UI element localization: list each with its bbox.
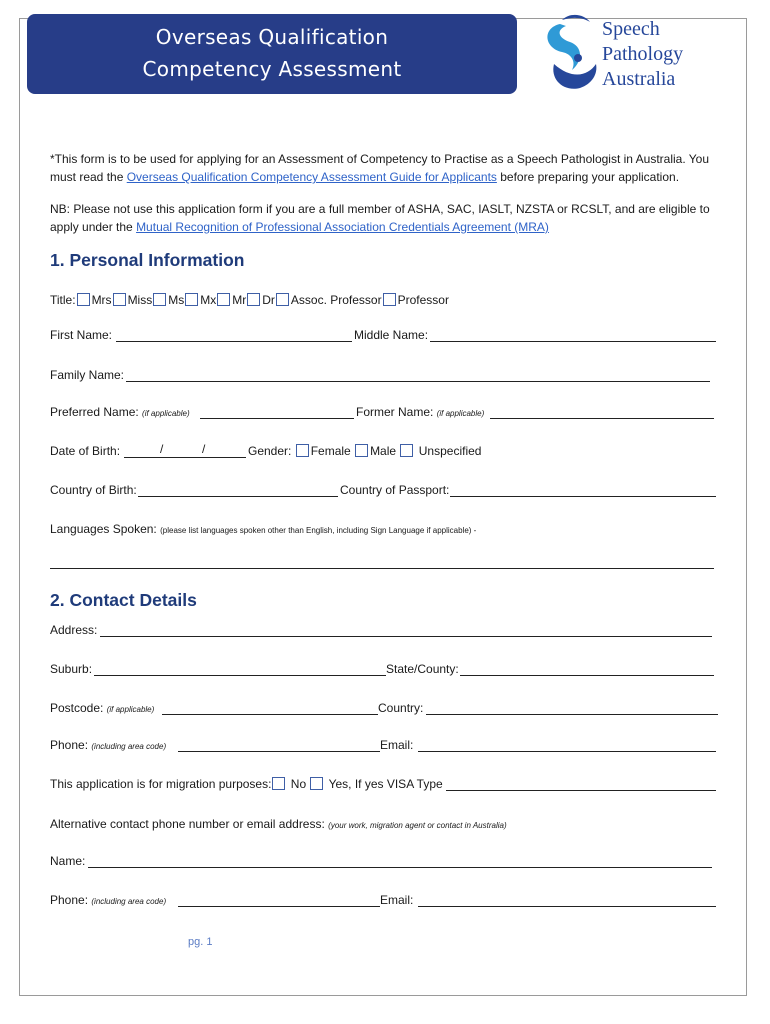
country-label: Country: [378,701,424,715]
logo-line-3: Australia [602,68,676,90]
title-option-label: Miss [127,293,153,307]
first-name-label: First Name: [50,328,113,342]
first-name-field[interactable] [116,341,352,342]
migration-yes-label: Yes, If yes VISA Type [328,777,443,791]
intro-paragraph-2 [50,200,710,236]
address-field[interactable] [100,636,712,637]
languages-label [50,521,476,539]
migration-row [50,776,443,792]
title-option-label: Mrs [91,293,112,307]
title-option-label: Mx [200,293,217,307]
intro-paragraph-1 [50,150,710,186]
logo-text [602,17,683,92]
section-heading-personal: 1. Personal Information [50,250,245,270]
title-option-label: Dr [262,293,275,307]
middle-name-field[interactable] [430,341,716,342]
title-mr-checkbox[interactable] [217,293,230,306]
migration-yes-checkbox[interactable] [310,777,323,790]
gender-label: Gender: [248,444,292,458]
title-mx-checkbox[interactable] [185,293,198,306]
alt-phone-field[interactable] [178,906,380,907]
former-name-text: Former Name: [356,405,434,419]
if-applicable-note: (if applicable) [436,409,485,418]
logo-line-2: Pathology [602,43,684,65]
title-option-label: Ms [168,293,185,307]
postcode-label [50,700,154,718]
title-option-label: Mr [232,293,247,307]
gender-female-checkbox[interactable] [296,444,309,457]
languages-field[interactable] [50,568,714,569]
title-professor-checkbox[interactable] [383,293,396,306]
preferred-name-text: Preferred Name: [50,405,139,419]
phone-text: Phone: [50,738,89,752]
dob-slash: / [202,442,206,456]
suburb-label: Suburb: [50,662,93,676]
section-heading-contact: 2. Contact Details [50,590,197,610]
phone-label [50,737,166,755]
if-applicable-note: (if applicable) [142,409,190,418]
email-field[interactable] [418,751,716,752]
title-miss-checkbox[interactable] [113,293,126,306]
alt-contact-text: Alternative contact phone number or email address: [50,817,325,831]
visa-type-field[interactable] [446,790,716,791]
alt-name-label: Name: [50,854,86,868]
gender-unspecified-checkbox[interactable] [400,444,413,457]
alt-phone-label [50,892,166,910]
intro-text-1a: *This form is to be used for applying for an Assessment of Competency to Practise as a Speech Pathologist in Australia. You must read the [50,152,710,184]
suburb-field[interactable] [94,675,386,676]
alt-email-field[interactable] [418,906,716,907]
former-name-field[interactable] [490,418,714,419]
country-passport-field[interactable] [450,496,716,497]
country-birth-label: Country of Birth: [50,483,137,497]
mra-link[interactable]: Mutual Recognition of Professional Association Credentials Agreement (MRA) [136,220,549,234]
migration-no-checkbox[interactable] [272,777,285,790]
state-field[interactable] [460,675,714,676]
logo-line-1: Speech [602,18,660,40]
title-dr-checkbox[interactable] [247,293,260,306]
email-label: Email: [380,738,414,752]
area-code-note: (including area code) [91,897,167,906]
gender-male-checkbox[interactable] [355,444,368,457]
title-option-label: Assoc. Professor [290,293,382,307]
migration-no-label: No [290,777,307,791]
title-banner [27,14,517,94]
country-birth-field[interactable] [138,496,338,497]
family-name-field[interactable] [126,381,710,382]
title-mrs-checkbox[interactable] [77,293,90,306]
country-field[interactable] [426,714,718,715]
alt-phone-text: Phone: [50,893,89,907]
guide-link[interactable]: Overseas Qualification Competency Assessment Guide for Applicants [126,170,497,184]
languages-note: (please list languages spoken other than English, including Sign Language if applicable) - [160,526,477,535]
title-ms-checkbox[interactable] [153,293,166,306]
preferred-name-label [50,404,190,422]
alt-email-label: Email: [380,893,414,907]
gender-option-label: Unspecified [418,444,482,458]
dob-field[interactable] [124,457,246,458]
alt-contact-label [50,816,507,834]
intro-text-1b: before preparing your application. [496,170,680,184]
postcode-text: Postcode: [50,701,104,715]
area-code-note: (including area code) [91,742,167,751]
title-row [50,292,449,308]
migration-label: This application is for migration purposes: [50,777,272,791]
middle-name-label: Middle Name: [354,328,429,342]
state-label: State/County: [386,662,459,676]
postcode-field[interactable] [162,714,378,715]
if-applicable-note: (if applicable) [106,705,155,714]
alt-name-field[interactable] [88,867,712,868]
address-label: Address: [50,623,98,637]
title-line-1: Overseas Qualification [155,25,389,49]
intro-text-2a: NB: Please not use this application form if you are a full member of ASHA, SAC, IASLT, NZSTA or RCSLT, and are eligible to apply under the [50,202,710,234]
languages-text: Languages Spoken: [50,522,157,536]
dob-label: Date of Birth: [50,444,121,458]
gender-row [248,443,481,459]
title-option-label: Professor [397,293,449,307]
gender-option-label: Female [310,444,351,458]
phone-field[interactable] [178,751,380,752]
gender-option-label: Male [370,444,397,458]
page-number: pg. 1 [188,936,213,948]
alt-contact-note: (your work, migration agent or contact in Australia) [328,821,507,830]
title-assoc-professor-checkbox[interactable] [276,293,289,306]
title-label: Title: [50,293,76,307]
title-line-2: Competency Assessment [142,57,402,81]
dob-slash: / [160,442,164,456]
country-passport-label: Country of Passport: [340,483,450,497]
former-name-label [356,404,484,422]
preferred-name-field[interactable] [200,418,354,419]
family-name-label: Family Name: [50,368,125,382]
